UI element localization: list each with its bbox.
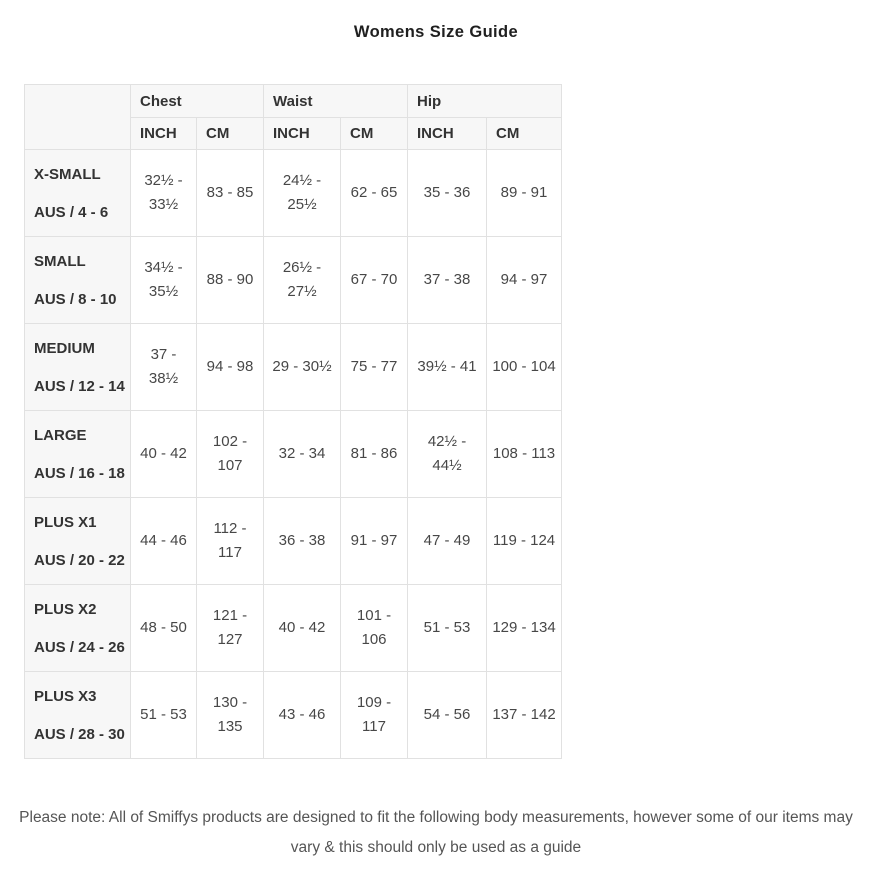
hip-cm-value: 137 - 142 bbox=[487, 672, 562, 759]
waist-cm-value: 91 - 97 bbox=[341, 498, 408, 585]
waist-inch-value: 29 - 30½ bbox=[264, 324, 341, 411]
chest-cm-value: 94 - 98 bbox=[197, 324, 264, 411]
table-row-plus-x2 bbox=[25, 585, 562, 672]
size-name: PLUS X3 bbox=[34, 687, 97, 705]
size-label-cell bbox=[25, 672, 131, 759]
waist-inch-value: 24½ - 25½ bbox=[264, 150, 341, 237]
chest-cm-value: 121 - 127 bbox=[197, 585, 264, 672]
hip-cm-value: 119 - 124 bbox=[487, 498, 562, 585]
hip-cm-value: 94 - 97 bbox=[487, 237, 562, 324]
size-name: LARGE bbox=[34, 426, 87, 444]
waist-cm-value: 67 - 70 bbox=[341, 237, 408, 324]
chest-inch-value: 51 - 53 bbox=[131, 672, 197, 759]
waist-cm-value: 101 - 106 bbox=[341, 585, 408, 672]
size-name: MEDIUM bbox=[34, 339, 95, 357]
size-label-cell bbox=[25, 150, 131, 237]
waist-cm-header: CM bbox=[341, 118, 408, 150]
waist-cm-value: 62 - 65 bbox=[341, 150, 408, 237]
chest-cm-header: CM bbox=[197, 118, 264, 150]
size-label-cell bbox=[25, 585, 131, 672]
size-name: X-SMALL bbox=[34, 165, 101, 183]
aus-size-range: AUS / 20 - 22 bbox=[34, 551, 125, 569]
chest-inch-value: 37 - 38½ bbox=[131, 324, 197, 411]
table-row-medium bbox=[25, 324, 562, 411]
chest-cm-value: 112 - 117 bbox=[197, 498, 264, 585]
hip-inch-value: 39½ - 41 bbox=[408, 324, 487, 411]
hip-cm-value: 108 - 113 bbox=[487, 411, 562, 498]
size-label-cell bbox=[25, 237, 131, 324]
table-row-plus-x3 bbox=[25, 672, 562, 759]
disclaimer-note: Please note: All of Smiffys products are designed to fit the following body measurements, however some of our items may vary & this should only be used as a guide bbox=[19, 809, 853, 856]
size-name: SMALL bbox=[34, 252, 86, 270]
chest-inch-value: 44 - 46 bbox=[131, 498, 197, 585]
chest-inch-value: 34½ - 35½ bbox=[131, 237, 197, 324]
chest-inch-value: 48 - 50 bbox=[131, 585, 197, 672]
table-row-small bbox=[25, 237, 562, 324]
column-group-waist: Waist bbox=[264, 85, 408, 118]
waist-inch-value: 32 - 34 bbox=[264, 411, 341, 498]
size-label-cell bbox=[25, 498, 131, 585]
hip-cm-value: 89 - 91 bbox=[487, 150, 562, 237]
chest-inch-header: INCH bbox=[131, 118, 197, 150]
hip-cm-value: 100 - 104 bbox=[487, 324, 562, 411]
chest-cm-value: 102 - 107 bbox=[197, 411, 264, 498]
chest-inch-value: 32½ - 33½ bbox=[131, 150, 197, 237]
waist-inch-value: 36 - 38 bbox=[264, 498, 341, 585]
aus-size-range: AUS / 12 - 14 bbox=[34, 377, 125, 395]
table-row-large bbox=[25, 411, 562, 498]
waist-cm-value: 75 - 77 bbox=[341, 324, 408, 411]
aus-size-range: AUS / 16 - 18 bbox=[34, 464, 125, 482]
hip-inch-value: 54 - 56 bbox=[408, 672, 487, 759]
hip-inch-value: 51 - 53 bbox=[408, 585, 487, 672]
waist-inch-value: 43 - 46 bbox=[264, 672, 341, 759]
table-header-group-row bbox=[25, 85, 562, 118]
column-group-hip: Hip bbox=[408, 85, 562, 118]
column-group-chest: Chest bbox=[131, 85, 264, 118]
hip-inch-value: 47 - 49 bbox=[408, 498, 487, 585]
size-name: PLUS X2 bbox=[34, 600, 97, 618]
table-row-x-small bbox=[25, 150, 562, 237]
chest-cm-value: 130 - 135 bbox=[197, 672, 264, 759]
size-name: PLUS X1 bbox=[34, 513, 97, 531]
table-corner-cell bbox=[25, 85, 131, 150]
aus-size-range: AUS / 24 - 26 bbox=[34, 638, 125, 656]
hip-cm-header: CM bbox=[487, 118, 562, 150]
hip-cm-value: 129 - 134 bbox=[487, 585, 562, 672]
size-label-cell bbox=[25, 411, 131, 498]
aus-size-range: AUS / 28 - 30 bbox=[34, 725, 125, 743]
waist-inch-value: 40 - 42 bbox=[264, 585, 341, 672]
chest-inch-value: 40 - 42 bbox=[131, 411, 197, 498]
hip-inch-value: 35 - 36 bbox=[408, 150, 487, 237]
waist-cm-value: 109 - 117 bbox=[341, 672, 408, 759]
waist-inch-value: 26½ - 27½ bbox=[264, 237, 341, 324]
aus-size-range: AUS / 4 - 6 bbox=[34, 203, 109, 221]
aus-size-range: AUS / 8 - 10 bbox=[34, 290, 117, 308]
table-row-plus-x1 bbox=[25, 498, 562, 585]
hip-inch-value: 37 - 38 bbox=[408, 237, 487, 324]
waist-cm-value: 81 - 86 bbox=[341, 411, 408, 498]
size-label-cell bbox=[25, 324, 131, 411]
chest-cm-value: 83 - 85 bbox=[197, 150, 264, 237]
chest-cm-value: 88 - 90 bbox=[197, 237, 264, 324]
waist-inch-header: INCH bbox=[264, 118, 341, 150]
size-guide-table bbox=[24, 84, 562, 759]
hip-inch-header: INCH bbox=[408, 118, 487, 150]
page-title: Womens Size Guide bbox=[353, 23, 519, 41]
hip-inch-value: 42½ - 44½ bbox=[408, 411, 487, 498]
